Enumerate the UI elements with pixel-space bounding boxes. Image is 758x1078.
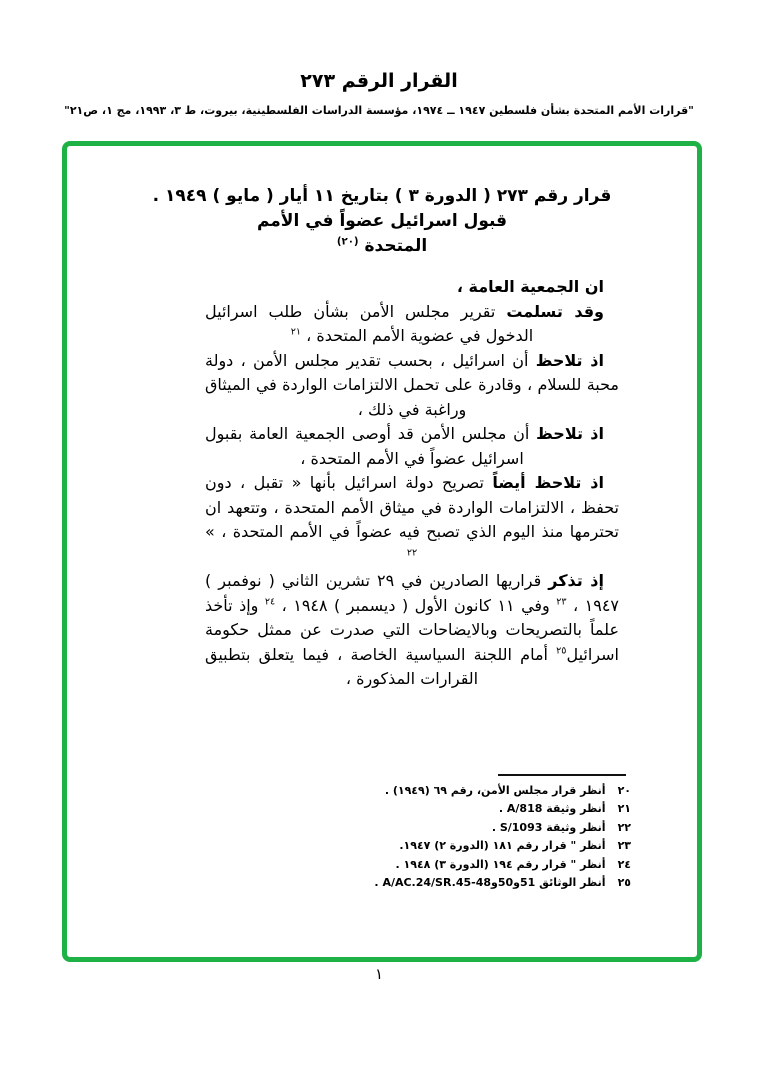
paragraph-text: S/1093 — [499, 820, 543, 834]
body-paragraph — [205, 569, 619, 692]
paragraph-lead: اذ تلاحظ — [535, 350, 604, 370]
footnote-item — [374, 819, 631, 837]
paragraph-text: أنظر " قرار رقم ١٩٤ (الدورة ٣) ١٩٤٨ . — [395, 857, 606, 871]
footnote-ref: ٢٢ — [406, 547, 418, 559]
paragraph-text: . — [491, 820, 500, 834]
footnote-ref: ٢٥ — [556, 645, 567, 657]
footnote-ref: (٢٠) — [336, 236, 359, 248]
source-citation: "قرارات الأمم المتحدة بشأن فلسطين ١٩٤٧ ــ ١٩٧٤، مؤسسة الدراسات الفلسطينية، بيروت، ط ٣، ١٩٩٣، مج ١، ص٢١" — [64, 104, 694, 117]
resolution-title-line1: قرار رقم ٢٧٣ ( الدورة ٣ ) بتاريخ ١١ أيار ( مايو ) ١٩٤٩ . — [152, 186, 612, 206]
paragraph-text: أن مجلس الأمن قد أوصى الجمعية العامة بقبول اسرائيل عضواً في الأمم المتحدة ، — [205, 424, 537, 468]
footnote-ref: ٢١ — [290, 326, 302, 338]
paragraph-text: أن اسرائيل ، بحسب تقدير مجلس الأمن ، دولة محبة للسلام ، وقادرة على تحمل الالتزامات الواردة في الميثاق وراغبة في ذلك ، — [205, 350, 619, 419]
paragraph-lead: اذ تلاحظ أيضاً — [492, 473, 605, 492]
footnote-ref: ٢٣ — [556, 596, 567, 608]
paragraph-text: وفي ١١ كانون الأول ( ديسمبر ) ١٩٤٨ ، — [275, 595, 557, 615]
paragraph-text: أنظر " قرار رقم ١٨١ (الدورة ٢) ١٩٤٧. — [399, 839, 606, 853]
paragraph-text: أنظر قرار مجلس الأمن، رقم ٦٩ (١٩٤٩) . — [384, 784, 606, 797]
footnote-item — [374, 782, 631, 800]
footnote-number: ٢١ — [617, 802, 631, 816]
paragraph-text: . — [498, 802, 507, 816]
paragraph-lead: اذ تلاحظ — [536, 424, 604, 443]
paragraph-text: A/AC.24/SR.45-48‎و‎50‎و‎51 — [382, 876, 536, 890]
paragraph-text: أنظر وثيقة — [542, 820, 606, 834]
paragraph-lead: ان الجمعية العامة ، — [456, 277, 604, 296]
paragraph-text: وإذ تأخذ علماً بالتصريحات وبالايضاحات التي صدرت عن ممثل حكومة اسرائيل — [205, 595, 619, 664]
footnote-item — [374, 856, 631, 874]
paragraph-lead: وقد تسلمت — [506, 301, 605, 321]
body-paragraph — [205, 300, 619, 349]
footnote-number: ٢٣ — [617, 839, 631, 853]
body-paragraph — [205, 275, 619, 300]
page-title: القرار الرقم ٢٧٣ — [300, 70, 458, 92]
footnote-item — [374, 837, 631, 855]
footnote-number: ٢٠ — [617, 784, 631, 797]
body-paragraph — [205, 422, 619, 471]
footnote-number: ٢٤ — [617, 857, 631, 871]
paragraph-text: A/818 — [506, 802, 543, 816]
paragraph-text: أنظر وثيقة — [542, 802, 606, 816]
resolution-body — [205, 275, 619, 692]
paragraph-text: تقرير مجلس الأمن بشأن طلب اسرائيل الدخول في عضوية الأمم المتحدة ، — [205, 301, 534, 345]
paragraph-text: . — [374, 876, 383, 890]
paragraph-text: قراريها الصادرين في ٢٩ تشرين الثاني ( نوفمبر ) ١٩٤٧ ، — [205, 571, 620, 615]
footnote-number: ٢٥ — [617, 876, 631, 890]
resolution-title-line3 — [67, 234, 697, 259]
body-paragraph — [205, 471, 619, 569]
green-highlight-box — [62, 141, 702, 962]
footnote-item — [374, 874, 631, 892]
footnote-number: ٢٢ — [617, 820, 631, 834]
paragraph-text: أنظر الوثائق — [535, 876, 606, 890]
body-paragraph — [205, 349, 619, 423]
footnotes-list — [374, 782, 631, 892]
resolution-title — [67, 146, 697, 259]
paragraph-text: أمام اللجنة السياسية الخاصة ، فيما يتعلق بتطبيق القرارات المذكورة ، — [205, 644, 557, 688]
footnote-separator — [498, 774, 626, 776]
paragraph-text: تصريح دولة اسرائيل بأنها « تقبل ، دون تحفظ ، الالتزامات الواردة في ميثاق الأمم المتحدة ، وتتعهد ان تحترمها منذ اليوم الذي تصبح فيه عضواً في الأمم المتحدة ، » — [205, 473, 619, 541]
resolution-title-line2: قبول اسرائيل عضواً في الأمم — [256, 211, 508, 231]
page-number: ١ — [374, 965, 384, 983]
resolution-title-line3-text: المتحدة — [364, 236, 428, 256]
footnote-item — [374, 800, 631, 818]
footnote-ref: ٢٤ — [264, 596, 276, 608]
paragraph-lead: إذ تذكر — [548, 571, 604, 590]
